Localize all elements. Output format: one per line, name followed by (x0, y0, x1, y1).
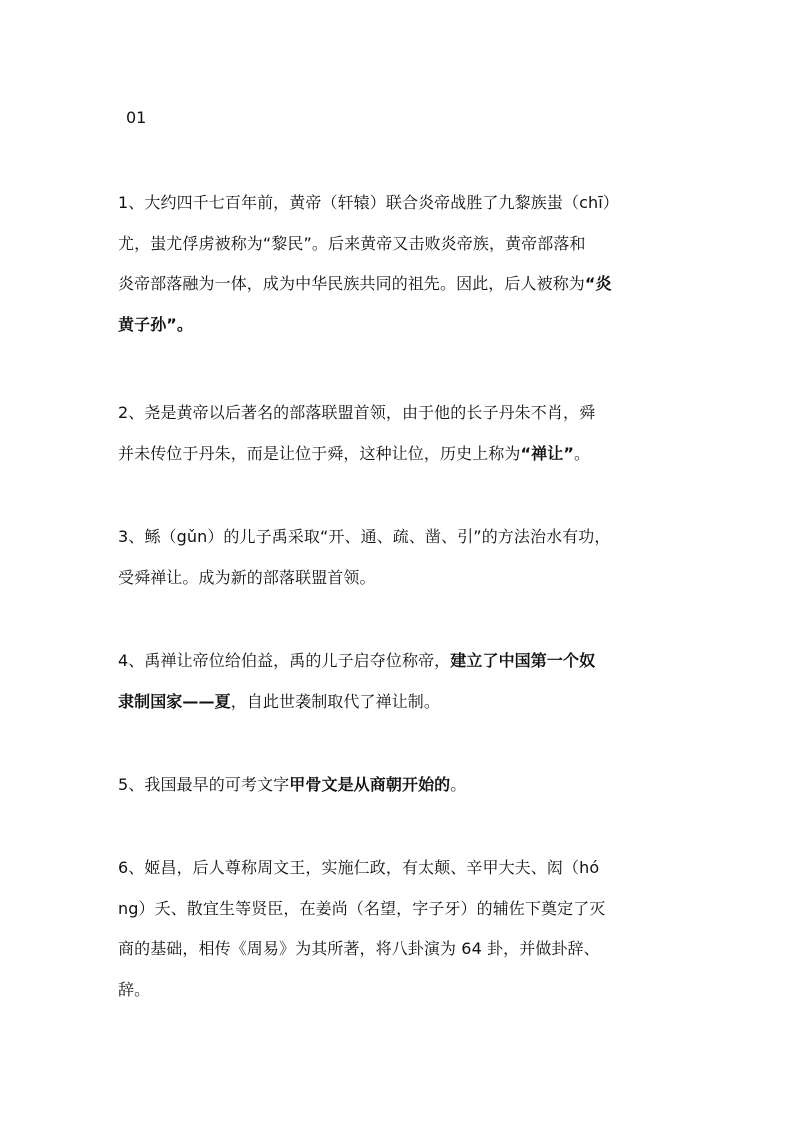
paragraph-2 (118, 393, 690, 474)
p5-bold: 甲骨文是从商朝开始的 (289, 775, 451, 794)
paragraph-4 (118, 641, 690, 722)
p5-end-punct: 。 (450, 775, 467, 794)
p2-line1: 2、尧是黄帝以后著名的部落联盟首领，由于他的长子丹朱不肖，舜 (118, 403, 596, 422)
p1-line2: 尤，蚩尤俘虏被称为“黎民”。后来黄帝又击败炎帝族，黄帝部落和 (118, 233, 586, 253)
section-number: 01 (126, 108, 147, 127)
paragraph-6 (118, 848, 690, 1010)
paragraph-5 (118, 765, 690, 806)
paragraph-1 (118, 183, 690, 345)
p4-bold-end: 隶制国家——夏 (118, 691, 231, 711)
p4-bold-start: 建立了中国第一个奴 (450, 651, 596, 670)
p6-line3: 商的基础，相传《周易》为其所著，将八卦演为 64 卦，并做卦辞、 (118, 939, 600, 958)
p4-line1: 4、禹禅让帝位给伯益，禹的儿子启夺位称帝， (118, 651, 451, 670)
p2-bold-term: “禅让” (520, 443, 574, 463)
p2-end-punct: 。 (573, 443, 591, 463)
p5-line1: 5、我国最早的可考文字 (118, 775, 290, 794)
p3-line1: 3、鲧（gǔn）的儿子禹采取“开、通、疏、凿、引”的方法治水有功， (118, 527, 611, 546)
paragraph-3 (118, 517, 690, 598)
p6-line1: 6、姬昌，后人尊称周文王，实施仁政，有太颠、辛甲大夫、闳（hó (118, 858, 600, 877)
p6-line2: ng）夭、散宜生等贤臣，在姜尚（名望，字子牙）的辅佐下奠定了灭 (118, 898, 606, 918)
p6-line4: 辞。 (118, 979, 151, 999)
p1-bold-term-end: 黄子孙”。 (118, 314, 194, 334)
p3-line2: 受舜禅让。成为新的部落联盟首领。 (118, 567, 376, 587)
p1-line3: 炎帝部落融为一体，成为中华民族共同的祖先。因此，后人被称为 (118, 274, 585, 293)
p1-bold-term-start: “炎 (584, 274, 612, 293)
p2-line2: 并未传位于丹朱，而是让位于舜，这种让位，历史上称为 (118, 443, 521, 463)
p4-line2: ，自此世袭制取代了禅让制。 (230, 691, 441, 711)
p1-line1: 1、大约四千七百年前，黄帝（轩辕）联合炎帝战胜了九黎族蚩（chī） (118, 193, 619, 212)
